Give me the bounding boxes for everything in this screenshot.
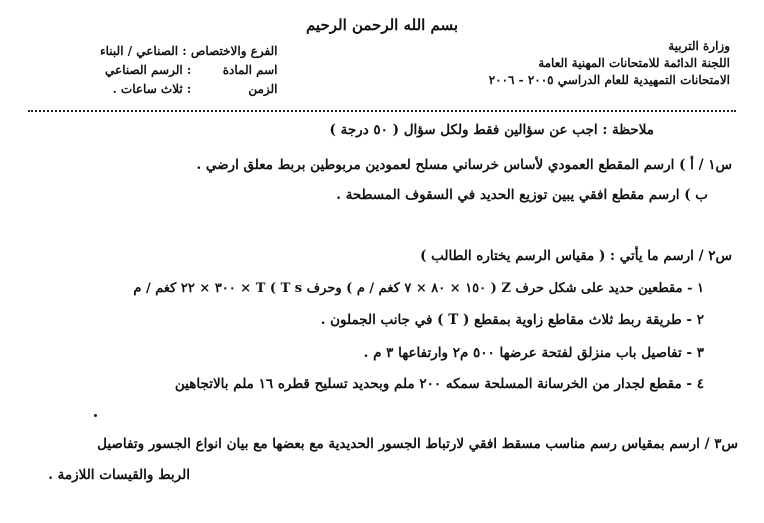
question-1a: س١ / أ ) ارسم المقطع العمودي لأساس خرساني مسلح لعمودين مربوطين بربط معلق ارضي . [196,157,732,173]
time-value: : ثلاث ساعات . [112,82,192,96]
basmala: بسم الله الرحمن الرحيم [305,16,459,34]
note-line: ملاحظة : اجب عن سؤالين فقط ولكل سؤال ( ٥٠ درجة ) [329,122,654,138]
question-3-line-1: س٣ / ارسم بمقياس رسم مناسب مسقط افقي لارتباط الجسور الحديدية مع بعضها مع بيان انواع الجسور وتفاصيل [97,436,738,452]
branch-value: : الصناعي / البناء [100,44,187,58]
subject-value: : الرسم الصناعي [105,63,192,77]
time-row [100,80,278,99]
committee-name: اللجنة الدائمة للامتحانات المهنية العامة [538,56,730,70]
ministry-name: وزارة التربية [668,39,730,53]
header-ministry-block [489,38,730,89]
stray-dot [94,414,97,417]
question-2-item-3: ٣ - تفاصيل باب منزلق لفتحة عرضها ٥٠٠ م٢ وارتفاعها ٣ م . [363,345,704,361]
question-3-line-2: الربط والقيسات اللازمة . [48,467,190,483]
header-subject-block [100,42,278,99]
question-2-item-2: ٢ - طريقة ربط ثلاث مقاطع زاوية بمقطع ( T ) في جانب الجملون . [320,312,704,328]
subject-row [100,61,278,80]
subject-label: اسم المادة [222,63,278,77]
branch-row [100,42,278,61]
dotted-divider [28,110,736,112]
question-2-item-1: ١ - مقطعين حديد على شكل حرف Z ( ١٥٠ × ٨٠ × ٧ كغم / م ) وحرف T ( T s × ٣٠٠ × ٢٢ كغم / م [133,281,704,296]
question-2-item-4: ٤ - مقطع لجدار من الخرسانة المسلحة سمكه ٢٠٠ ملم وبحديد تسليح قطره ١٦ ملم بالاتجاهين [174,376,704,392]
question-2-intro: س٢ / ارسم ما يأتي : ( مقياس الرسم يختاره الطالب ) [420,248,732,264]
question-1b: ب ) ارسم مقطع افقي يبين توزيع الحديد في السقوف المسطحة . [336,187,708,203]
exam-title: الامتحانات التمهيدية للعام الدراسي ٢٠٠٥ - ٢٠٠٦ [488,73,730,87]
branch-label: الفرع والاختصاص [190,44,278,58]
time-label: الزمن [248,82,278,96]
